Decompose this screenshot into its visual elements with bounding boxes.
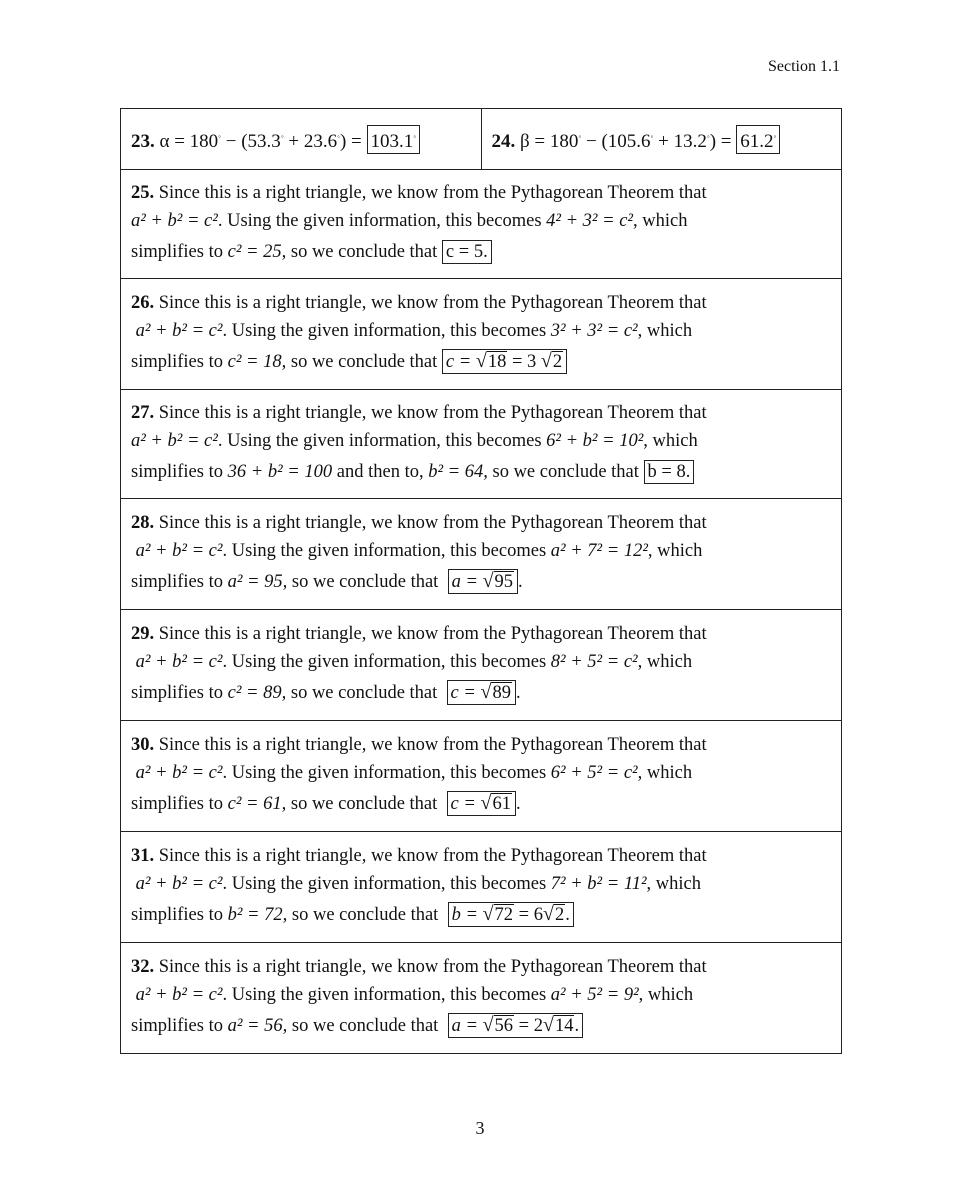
problem-number: 26.	[131, 293, 155, 313]
answer-box: c = 5.	[442, 240, 492, 264]
problem-text: , which	[637, 763, 693, 783]
problem-text: simplifies to	[131, 794, 228, 814]
answer-box: b = √72 = 6√2.	[448, 902, 574, 927]
equation-term: + 23.6	[283, 130, 338, 152]
sqrt-symbol: √	[482, 903, 494, 925]
problem-text: . Using the given information, this becomes	[217, 211, 547, 231]
simplified-equation: c² = 25,	[227, 242, 287, 262]
answer-box: a = √56 = 2√14.	[448, 1013, 584, 1038]
page-number: 3	[475, 1118, 485, 1138]
problem-text: , which	[632, 211, 688, 231]
substituted-equation: a² + 7² = 12²	[550, 541, 648, 561]
answer-var: c =	[450, 794, 481, 814]
answer-term: = 2	[514, 1016, 543, 1036]
problem-text: . Using the given information, this becomes	[222, 321, 551, 341]
problem-number: 31.	[131, 846, 155, 866]
answer-var: c =	[445, 352, 476, 372]
equation-lhs: α = 180	[159, 130, 219, 152]
substituted-equation: a² + 5² = 9²	[550, 985, 639, 1005]
problem-text: , which	[637, 652, 693, 672]
problem-24: 24. β = 180◦ − (105.6◦ + 13.2◦) = 61.2◦	[481, 109, 842, 170]
table-row	[121, 109, 842, 170]
radicand: 2	[552, 352, 563, 372]
problem-text: simplifies to	[131, 683, 228, 703]
radicand: 72	[494, 905, 514, 925]
equation-term: + 13.2	[653, 130, 707, 152]
problem-text: Since this is a right triangle, we know from the Pythagorean Theorem that	[158, 957, 707, 977]
problem-26	[121, 279, 842, 390]
table-row	[121, 832, 842, 943]
problem-text: , which	[637, 321, 693, 341]
radicand: 95	[494, 572, 514, 592]
problem-number: 24.	[491, 130, 516, 152]
problem-text: simplifies to	[131, 462, 228, 482]
problem-32	[121, 943, 842, 1054]
pythagorean-equation: a² + b² = c²	[135, 985, 223, 1005]
problem-text: so we conclude that	[286, 352, 442, 372]
problem-text: Since this is a right triangle, we know from the Pythagorean Theorem that	[158, 735, 707, 755]
substituted-equation: 7² + b² = 11²	[550, 874, 647, 894]
problem-text: Since this is a right triangle, we know from the Pythagorean Theorem that	[158, 624, 707, 644]
answer-var: b =	[451, 905, 483, 925]
sqrt-symbol: √	[480, 792, 492, 814]
problem-text: simplifies to	[131, 242, 228, 262]
answer-box	[448, 569, 518, 594]
problem-number: 23.	[131, 130, 155, 152]
substituted-equation: 4² + 3² = c²	[546, 211, 633, 231]
answer-var: a =	[451, 572, 483, 592]
simplified-equation: c² = 89,	[227, 683, 287, 703]
problem-text: so we conclude that	[286, 794, 442, 814]
problem-text: , which	[643, 431, 698, 451]
radicand: 89	[492, 683, 511, 703]
problem-text: so we conclude that	[287, 1016, 443, 1036]
answer-term: = 3	[507, 352, 541, 372]
problem-29: 29. Since this is a right triangle, we know from the Pythagorean Theorem that a² + b² = c². Using the given information, this becomes 8² + 5² = c², which simplifies to c² = 89, so we conclude that c = √89 .	[121, 610, 842, 721]
pythagorean-equation: a² + b² = c²	[135, 874, 223, 894]
sqrt-symbol: √	[482, 570, 494, 592]
pythagorean-equation: a² + b² = c²	[135, 763, 223, 783]
answer-box: 103.1◦	[367, 125, 421, 154]
problem-text: simplifies to	[131, 1016, 228, 1036]
sqrt-symbol: √	[542, 1014, 554, 1036]
substituted-equation: 8² + 5² = c²	[550, 652, 638, 672]
problem-number: 25.	[131, 183, 155, 203]
problem-number: 28.	[131, 513, 155, 533]
problem-text: so we conclude that	[286, 683, 442, 703]
table-row	[121, 943, 842, 1054]
sqrt-symbol: √	[475, 350, 487, 372]
radicand: 18	[487, 352, 507, 372]
problem-text: Since this is a right triangle, we know from the Pythagorean Theorem that	[158, 293, 707, 313]
pythagorean-equation: a² + b² = c²	[131, 211, 218, 231]
equation-lhs: β = 180	[520, 130, 579, 152]
sqrt-symbol: √	[480, 681, 492, 703]
problem-text: simplifies to	[131, 572, 228, 592]
problem-23: 23. α = 180◦ − (53.3◦ + 23.6◦) = 103.1◦	[121, 109, 482, 170]
problem-28: 28. Since this is a right triangle, we know from the Pythagorean Theorem that a² + b² = c². Using the given information, this becomes a² + 7² = 12², which simplifies to a² = 95, so we conclude that a = √95 .	[121, 499, 842, 610]
answer-value: 61.2	[740, 130, 774, 152]
simplified-equation: b² = 72,	[227, 905, 288, 925]
problem-number: 32.	[131, 957, 155, 977]
problem-text: Since this is a right triangle, we know from the Pythagorean Theorem that	[158, 403, 707, 423]
problem-text: so we conclude that	[287, 905, 443, 925]
substituted-equation: 3² + 3² = c²	[550, 321, 638, 341]
problem-text: simplifies to	[131, 905, 228, 925]
problem-text: so we conclude that	[286, 242, 442, 262]
problem-number: 29.	[131, 624, 155, 644]
problem-text: . Using the given information, this becomes	[222, 763, 551, 783]
equation-term: ) =	[709, 130, 737, 152]
problem-text: Since this is a right triangle, we know from the Pythagorean Theorem that	[158, 183, 707, 203]
radicand: 61	[492, 794, 511, 814]
problem-number: 27.	[131, 403, 155, 423]
answer-box: 61.2◦	[736, 125, 780, 154]
problem-text: Since this is a right triangle, we know from the Pythagorean Theorem that	[158, 513, 707, 533]
problem-text: . Using the given information, this becomes	[222, 652, 551, 672]
pythagorean-equation: a² + b² = c²	[135, 321, 223, 341]
simplified-equation: a² = 95,	[227, 572, 288, 592]
radicand: 2	[554, 905, 565, 925]
equation-term: − (53.3	[221, 130, 281, 152]
problem-text: . Using the given information, this becomes	[222, 874, 551, 894]
answer-value: 103.1	[370, 130, 414, 152]
simplified-equation: 36 + b² = 100	[227, 462, 333, 482]
simplified-equation: c² = 61,	[227, 794, 287, 814]
problem-text: Since this is a right triangle, we know from the Pythagorean Theorem that	[158, 846, 707, 866]
table-row	[121, 170, 842, 279]
sqrt-symbol: √	[482, 1014, 494, 1036]
problem-30: 30. Since this is a right triangle, we know from the Pythagorean Theorem that a² + b² = c². Using the given information, this becomes 6² + 5² = c², which simplifies to c² = 61, so we conclude that c = √61 .	[121, 721, 842, 832]
sqrt-symbol: √	[540, 350, 552, 372]
pythagorean-equation: a² + b² = c²	[131, 431, 218, 451]
table-row	[121, 721, 842, 832]
problem-text: simplifies to	[131, 352, 228, 372]
problem-text: . Using the given information, this becomes	[222, 985, 551, 1005]
answer-box: b = 8.	[644, 460, 695, 484]
radicand: 14	[554, 1016, 574, 1036]
sqrt-symbol: √	[542, 903, 554, 925]
simplified-equation: b² = 64,	[428, 462, 488, 482]
problem-text: so we conclude that	[487, 462, 644, 482]
problem-text: so we conclude that	[287, 572, 443, 592]
problem-text: , which	[638, 985, 694, 1005]
answer-var: a =	[451, 1016, 483, 1036]
substituted-equation: 6² + b² = 10²	[546, 431, 644, 451]
problem-text: , which	[647, 541, 703, 561]
problem-number: 30.	[131, 735, 155, 755]
section-header: Section 1.1	[768, 58, 840, 75]
pythagorean-equation: a² + b² = c²	[135, 652, 223, 672]
substituted-equation: 6² + 5² = c²	[550, 763, 638, 783]
problem-text: and then to,	[332, 462, 429, 482]
problem-text: . Using the given information, this becomes	[222, 541, 551, 561]
answer-box	[442, 349, 567, 374]
problem-text: . Using the given information, this becomes	[217, 431, 547, 451]
answer-term: = 6	[514, 905, 543, 925]
simplified-equation: c² = 18,	[227, 352, 287, 372]
table-row	[121, 499, 842, 610]
table-row	[121, 610, 842, 721]
pythagorean-equation: a² + b² = c²	[135, 541, 223, 561]
answer-box	[447, 680, 516, 705]
answer-var: c =	[450, 683, 481, 703]
table-row	[121, 390, 842, 499]
problem-25	[121, 170, 842, 279]
simplified-equation: a² = 56,	[227, 1016, 288, 1036]
equation-term: − (105.6	[581, 130, 651, 152]
table-row	[121, 279, 842, 390]
problem-text: , which	[646, 874, 701, 894]
equation-term: ) =	[339, 130, 367, 152]
problem-27	[121, 390, 842, 499]
problem-31	[121, 832, 842, 943]
solutions-table	[120, 108, 842, 1054]
radicand: 56	[494, 1016, 514, 1036]
answer-box	[447, 791, 516, 816]
